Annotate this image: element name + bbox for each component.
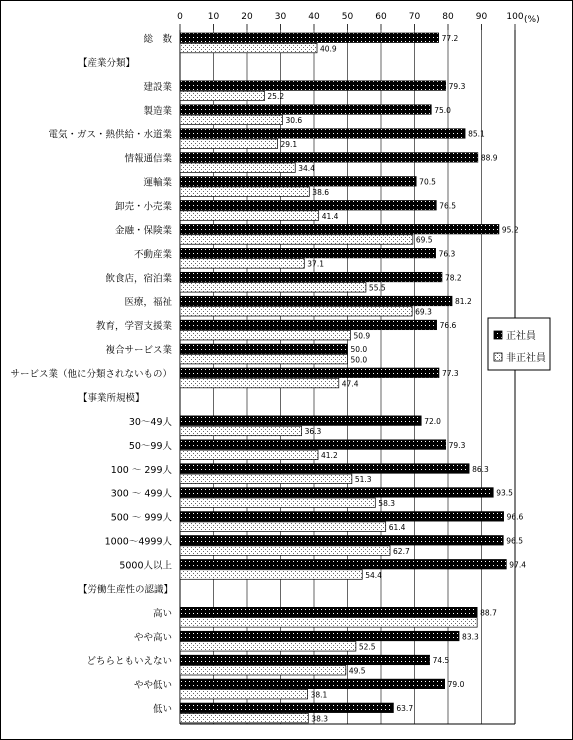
category-label: 情報通信業	[124, 153, 172, 165]
legend-label-regular: 正社員	[506, 331, 536, 342]
bar-regular	[180, 177, 416, 187]
data-label: 29.1	[280, 140, 298, 150]
category-label: 建設業	[143, 81, 172, 93]
x-tick-label: 60	[375, 12, 387, 22]
unit-label: (%)	[524, 15, 540, 25]
x-tick-label: 10	[207, 12, 220, 22]
bar-regular	[180, 201, 436, 211]
category-label: 低い	[152, 704, 172, 716]
data-label: 93.5	[496, 488, 513, 498]
bar-regular	[180, 464, 469, 474]
data-label: 85.1	[468, 129, 485, 139]
data-label: 54.4	[365, 570, 382, 580]
category-label: 教育，学習支援業	[95, 321, 172, 333]
category-label: 複合サービス業	[105, 345, 172, 357]
data-label: 70.5	[419, 177, 436, 187]
bar-nonregular	[180, 307, 412, 317]
bar-nonregular	[180, 330, 351, 340]
data-label: 72.0	[424, 416, 441, 426]
data-label: 95.2	[501, 225, 519, 235]
data-label: 88.7	[480, 608, 497, 618]
x-tick-label: 0	[177, 12, 183, 22]
data-label: 97.4	[509, 560, 526, 570]
data-label: 34.4	[298, 163, 315, 173]
category-label: やや低い	[133, 680, 172, 692]
data-label: 79.3	[448, 440, 466, 450]
x-tick-label: 20	[241, 12, 253, 22]
bar-nonregular	[180, 235, 413, 245]
data-label: 50.9	[353, 331, 371, 341]
bar-regular	[180, 559, 506, 569]
bar-regular	[180, 655, 430, 665]
bar-regular	[180, 153, 478, 163]
bar-nonregular	[180, 139, 277, 149]
data-label: 69.5	[415, 235, 433, 245]
data-label: 96.6	[506, 512, 524, 522]
bar-nonregular	[180, 689, 308, 699]
bar-regular	[180, 248, 436, 258]
data-label: 50.0	[350, 345, 368, 355]
data-label: 49.5	[348, 666, 366, 676]
x-tick-label: 70	[408, 12, 421, 22]
bar-nonregular	[180, 43, 317, 53]
data-label: 81.2	[455, 297, 472, 307]
data-label: 36.3	[304, 427, 322, 437]
data-label: 52.5	[358, 642, 376, 652]
data-label: 76.5	[439, 201, 456, 211]
category-label: やや高い	[133, 632, 172, 644]
data-label: 25.2	[267, 92, 285, 102]
bar-nonregular	[180, 450, 318, 460]
category-label: 医療，福祉	[124, 297, 172, 309]
data-label: 76.6	[439, 321, 457, 331]
category-label: 300 ～ 499人	[110, 488, 172, 500]
bar-regular	[180, 344, 348, 354]
bar-regular	[180, 703, 393, 713]
bar-regular	[180, 368, 439, 378]
data-label: 76.3	[438, 249, 456, 259]
bar-nonregular	[180, 522, 386, 532]
legend	[488, 318, 550, 370]
bar-regular	[180, 81, 446, 91]
bar-nonregular	[180, 187, 309, 197]
bar-nonregular	[180, 498, 375, 508]
data-label: 41.2	[321, 451, 338, 461]
bar-nonregular	[180, 666, 346, 676]
bar-nonregular	[180, 163, 295, 173]
bar-regular	[180, 296, 452, 306]
data-label: 75.0	[434, 105, 451, 115]
data-label: 50.0	[350, 355, 368, 365]
bar-regular	[180, 33, 439, 43]
category-labels	[10, 33, 173, 715]
data-label: 30.6	[285, 116, 303, 126]
data-label: 63.7	[396, 704, 414, 714]
data-label: 51.3	[354, 475, 372, 485]
bar-regular	[180, 440, 446, 450]
bar-nonregular	[180, 642, 356, 652]
bar-nonregular	[180, 474, 352, 484]
category-label: 100 ～ 299人	[110, 464, 172, 476]
data-label: 96.5	[506, 536, 523, 546]
bar-regular	[180, 272, 442, 282]
legend-swatch-regular	[494, 331, 502, 339]
data-label: 77.2	[441, 34, 459, 43]
x-tick-label: 90	[475, 12, 488, 22]
bar-regular	[180, 224, 499, 234]
data-label: 40.9	[320, 44, 337, 54]
category-label: 5000人以上	[119, 560, 172, 572]
data-label: 61.4	[388, 522, 406, 532]
category-label: 【産業分類】	[78, 57, 136, 69]
category-label: 【事業所規模】	[78, 392, 145, 404]
x-tick-label: 40	[308, 12, 320, 22]
legend-swatch-nonregular	[494, 353, 502, 361]
data-label: 38.1	[310, 690, 328, 700]
category-label: 30～49人	[128, 416, 172, 428]
bar-nonregular	[180, 426, 302, 436]
data-label: 55.5	[368, 283, 386, 293]
bar-regular	[180, 607, 477, 617]
bar-regular	[180, 320, 437, 330]
category-label: 電気・ガス・熱供給・水道業	[48, 129, 172, 141]
bar-nonregular	[180, 354, 348, 364]
bar-regular	[180, 512, 504, 522]
bar-nonregular	[180, 283, 366, 293]
data-label: 77.3	[441, 369, 459, 379]
data-label: 83.3	[462, 632, 479, 642]
data-label: 58.3	[378, 498, 396, 508]
bar-regular	[180, 631, 459, 641]
bar-nonregular	[180, 115, 283, 125]
category-label: 運輸業	[143, 177, 172, 189]
category-label: 【労働生産性の認識】	[78, 584, 174, 596]
data-label: 79.0	[447, 680, 465, 690]
category-label: 500 ～ 999人	[110, 512, 172, 524]
bar-nonregular	[180, 378, 339, 388]
category-label: 卸売・小売業	[114, 201, 172, 213]
bar-nonregular	[180, 91, 264, 101]
category-label: 製造業	[143, 105, 172, 117]
bar-nonregular	[180, 618, 477, 628]
bar-regular	[180, 536, 503, 546]
bar-nonregular	[180, 713, 308, 723]
x-tick-label: 50	[341, 12, 354, 22]
data-label: 41.4	[321, 211, 339, 221]
data-label: 78.2	[444, 273, 462, 283]
data-label: 79.3	[448, 81, 466, 91]
bar-nonregular	[180, 570, 362, 580]
data-label: 69.3	[415, 307, 432, 317]
category-label: 1000～4999人	[104, 536, 172, 548]
category-label: 総 数	[143, 34, 172, 45]
data-label: 37.1	[307, 259, 324, 269]
category-label: 不動産業	[133, 249, 172, 261]
category-label: 飲食店，宿泊業	[105, 273, 172, 285]
data-label: 38.3	[311, 714, 329, 724]
bar-nonregular	[180, 211, 319, 221]
x-tick-label: 100	[506, 12, 524, 22]
data-label: 47.4	[341, 379, 359, 389]
x-tick-label: 80	[442, 12, 454, 22]
bar-nonregular	[180, 259, 304, 269]
bar-regular	[180, 679, 445, 689]
category-label: どちらともいえない	[86, 656, 172, 668]
category-label: サービス業（他に分類されないもの）	[10, 369, 172, 381]
data-label: 74.5	[432, 656, 450, 666]
data-label: 88.9	[480, 153, 498, 163]
bar-regular	[180, 129, 465, 139]
category-label: 50～99人	[128, 440, 172, 452]
bar-regular	[180, 416, 421, 426]
bar-nonregular	[180, 546, 390, 556]
x-tick-label: 30	[274, 12, 287, 22]
category-label: 金融・保険業	[114, 225, 172, 237]
data-label: 38.6	[312, 187, 330, 197]
legend-label-nonregular: 非正社員	[506, 353, 546, 364]
data-label: 62.7	[393, 546, 410, 556]
category-label: 高い	[152, 608, 172, 620]
bar-regular	[180, 105, 431, 115]
bar-regular	[180, 488, 493, 498]
data-label: 86.3	[472, 464, 489, 474]
